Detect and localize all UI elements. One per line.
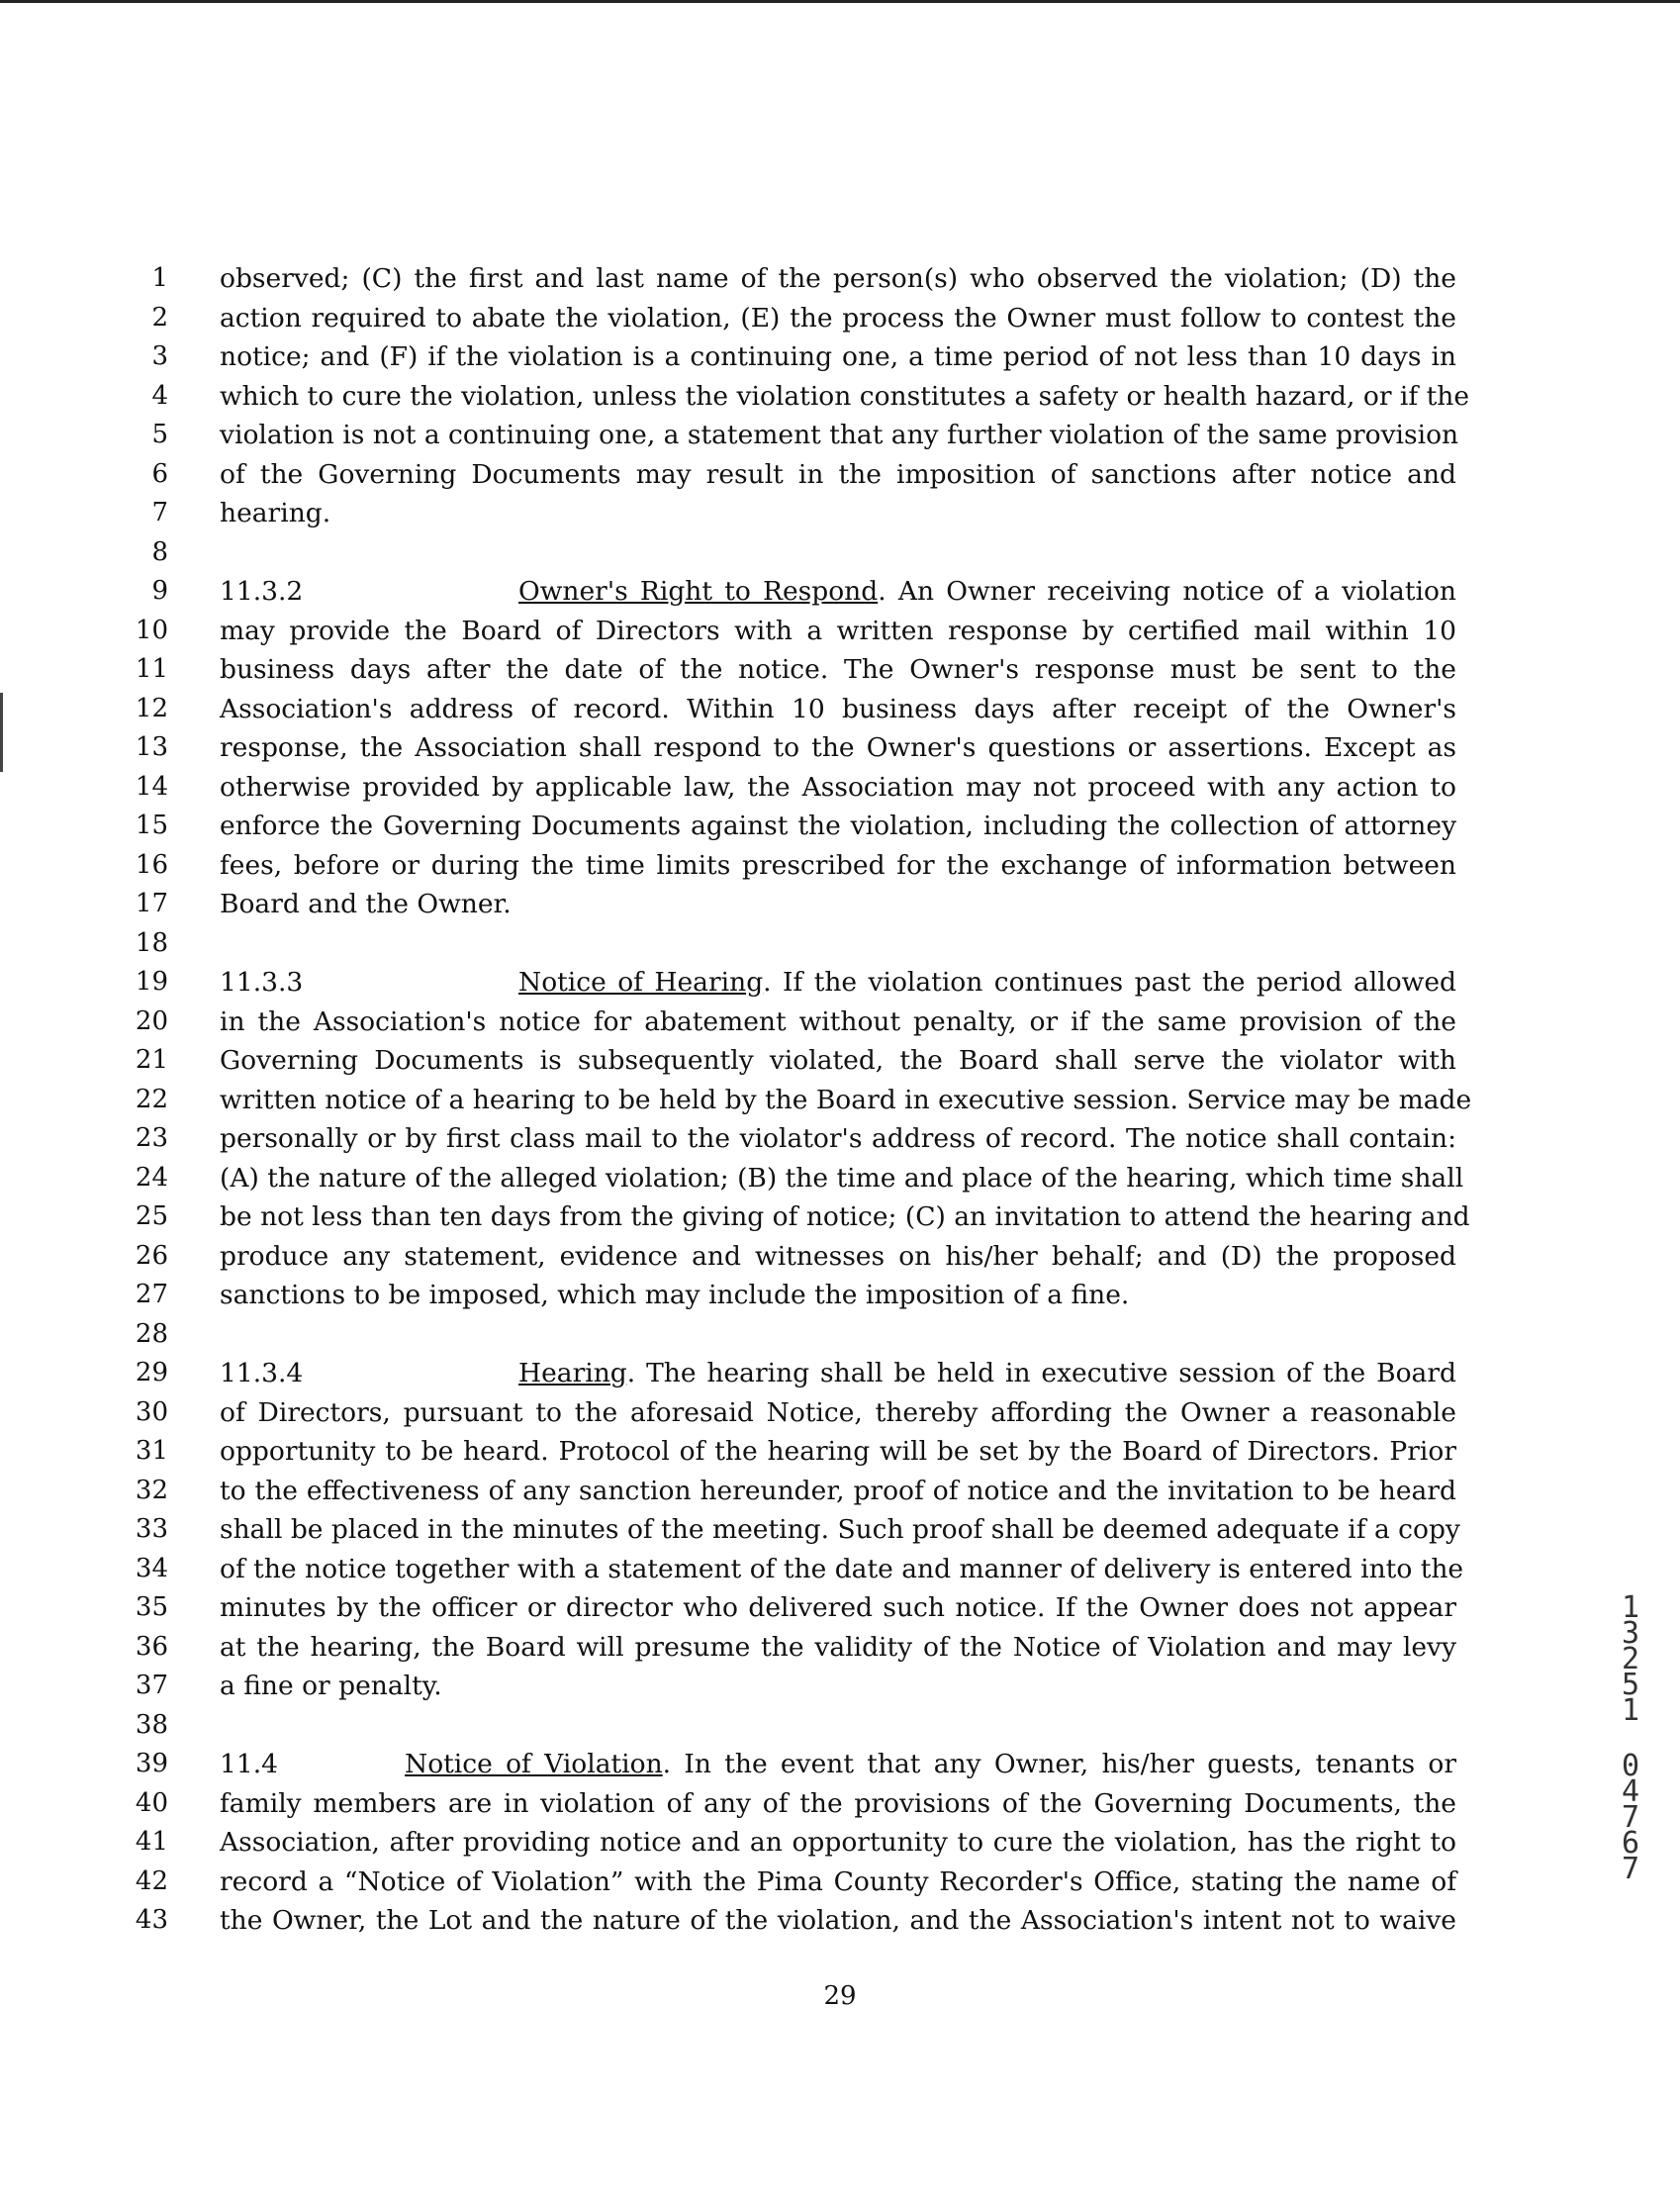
stamp-digit: 2 <box>1621 1642 1640 1676</box>
text-line: Board and the Owner. <box>220 889 512 919</box>
document-body <box>220 259 1472 1941</box>
stamp-digit: 1 <box>1621 1693 1640 1728</box>
text-line <box>220 533 1456 573</box>
line-number: 39 <box>135 1749 168 1778</box>
text-line: record a “Notice of Violation” with the Pima County Recorder's Office, stating the name of <box>220 1865 1456 1897</box>
line-number: 14 <box>135 771 168 802</box>
text-line: Association, after providing notice and an opportunity to cure the violation, has the right to <box>220 1827 1456 1858</box>
text-line: business days after the date of the notice. The Owner's response must be sent to the <box>220 654 1456 685</box>
text-line: be not less than ten days from the giving of notice; (C) an invitation to attend the hearing and <box>220 1201 1470 1232</box>
line-number: 42 <box>135 1865 168 1896</box>
stamp-digit: 0 <box>1621 1749 1640 1783</box>
section-title: Notice of Hearing <box>518 967 764 998</box>
line-number: 32 <box>135 1475 168 1505</box>
text-line: to the effectiveness of any sanction hereunder, proof of notice and the invitation to be heard <box>220 1475 1456 1506</box>
line-number: 25 <box>135 1201 168 1231</box>
line-number: 30 <box>135 1396 168 1427</box>
line-number: 23 <box>135 1123 168 1153</box>
text-line: notice; and (F) if the violation is a continuing one, a time period of not less than 10 days in <box>220 341 1456 372</box>
line-number: 27 <box>135 1280 168 1309</box>
line-number: 2 <box>151 302 168 333</box>
section-heading-line <box>220 1745 1456 1784</box>
section-number: 11.4 <box>220 1749 279 1779</box>
line-number: 19 <box>135 967 168 997</box>
text-line <box>220 1706 1456 1746</box>
text-line: enforce the Governing Documents against the violation, including the collection of attorney <box>220 811 1456 841</box>
line-number: 36 <box>135 1631 168 1662</box>
line-number: 41 <box>135 1827 168 1857</box>
text-line: violation is not a continuing one, a statement that any further violation of the same provision <box>220 420 1459 450</box>
text-line: which to cure the violation, unless the violation constitutes a safety or health hazard, or if the <box>220 380 1470 412</box>
text-line: may provide the Board of Directors with a written response by certified mail within 10 <box>220 615 1456 646</box>
line-number: 1 <box>151 263 168 293</box>
text-line: otherwise provided by applicable law, the Association may not proceed with any action to <box>220 771 1456 803</box>
stamp-digit: 6 <box>1621 1826 1640 1861</box>
line-number: 11 <box>135 654 168 684</box>
line-number: 9 <box>151 576 168 606</box>
stamp-digit: 7 <box>1621 1852 1640 1886</box>
page-number: 29 <box>823 1981 857 2011</box>
section-heading-line <box>220 963 1456 1003</box>
text-line: opportunity to be heard. Protocol of the hearing will be set by the Board of Directors. Prior <box>220 1436 1456 1467</box>
line-number: 3 <box>151 341 168 371</box>
line-number: 26 <box>135 1240 168 1271</box>
text-line: of Directors, pursuant to the aforesaid Notice, thereby affording the Owner a reasonable <box>220 1396 1456 1428</box>
line-number: 5 <box>151 420 168 449</box>
text-line: produce any statement, evidence and witnesses on his/her behalf; and (D) the proposed <box>220 1240 1456 1272</box>
text-line: personally or by first class mail to the violator's address of record. The notice shall contain: <box>220 1123 1456 1154</box>
line-number: 37 <box>135 1671 168 1700</box>
line-number: 10 <box>135 615 168 645</box>
text-line: (A) the nature of the alleged violation; (B) the time and place of the hearing, which time shall <box>220 1162 1464 1194</box>
line-number: 6 <box>151 458 168 489</box>
text-line: Association's address of record. Within 10 business days after receipt of the Owner's <box>220 693 1456 724</box>
line-number: 13 <box>135 732 168 762</box>
text-line: written notice of a hearing to be held by the Board in executive session. Service may be made <box>220 1084 1472 1115</box>
stamp-digit: 3 <box>1621 1616 1640 1651</box>
line-number: 21 <box>135 1045 168 1075</box>
text-line: minutes by the officer or director who delivered such notice. If the Owner does not appear <box>220 1592 1456 1623</box>
section-title: Hearing <box>518 1358 627 1388</box>
line-number: 35 <box>135 1592 168 1622</box>
section-text: . In the event that any Owner, his/her guests, tenants or <box>662 1749 1457 1779</box>
recording-stamp <box>1611 1590 1650 1886</box>
section-text: . If the violation continues past the period allowed <box>763 967 1456 998</box>
stamp-digit: 7 <box>1621 1800 1640 1835</box>
line-number: 33 <box>135 1514 168 1544</box>
text-line: a fine or penalty. <box>220 1671 442 1701</box>
line-number: 15 <box>135 811 168 840</box>
line-number: 24 <box>135 1162 168 1193</box>
line-number: 28 <box>135 1318 168 1349</box>
section-title: Notice of Violation <box>405 1749 663 1779</box>
line-number-column <box>119 259 168 1941</box>
section-text: . The hearing shall be held in executive session of the Board <box>626 1358 1456 1388</box>
section-heading-line <box>220 1354 1456 1393</box>
text-line: in the Association's notice for abatement without penalty, or if the same provision of the <box>220 1005 1456 1037</box>
section-heading-line <box>220 572 1456 612</box>
text-line: of the Governing Documents may result in the imposition of sanctions after notice and <box>220 458 1456 490</box>
line-number: 17 <box>135 889 168 918</box>
text-line: sanctions to be imposed, which may include the imposition of a fine. <box>220 1280 1130 1310</box>
line-number: 16 <box>135 849 168 880</box>
stamp-digit: 4 <box>1621 1774 1640 1809</box>
line-number: 12 <box>135 693 168 723</box>
line-number: 20 <box>135 1005 168 1036</box>
line-number: 34 <box>135 1553 168 1583</box>
stamp-digit: 5 <box>1621 1668 1640 1702</box>
section-title: Owner's Right to Respond <box>518 576 879 607</box>
scan-border-left <box>0 693 3 772</box>
line-number: 29 <box>135 1358 168 1387</box>
text-line: response, the Association shall respond to the Owner's questions or assertions. Except as <box>220 732 1456 763</box>
text-line: shall be placed in the minutes of the meeting. Such proof shall be deemed adequate if a copy <box>220 1514 1460 1545</box>
section-number: 11.3.4 <box>220 1358 304 1388</box>
line-number: 43 <box>135 1905 168 1935</box>
line-number: 40 <box>135 1787 168 1818</box>
text-line: hearing. <box>220 498 331 528</box>
text-line: fees, before or during the time limits prescribed for the exchange of information between <box>220 849 1456 881</box>
text-line: observed; (C) the first and last name of the person(s) who observed the violation; (D) the <box>220 263 1456 294</box>
line-number: 18 <box>135 927 168 958</box>
line-number: 4 <box>151 380 168 411</box>
line-number: 7 <box>151 498 168 527</box>
scan-border-top <box>0 0 1680 3</box>
text-line: the Owner, the Lot and the nature of the violation, and the Association's intent not to waive <box>220 1905 1456 1936</box>
section-number: 11.3.3 <box>220 967 304 998</box>
stamp-digit: 1 <box>1621 1590 1640 1625</box>
line-number: 31 <box>135 1436 168 1466</box>
line-number: 22 <box>135 1084 168 1114</box>
text-line: of the notice together with a statement of the date and manner of delivery is entered into the <box>220 1553 1464 1584</box>
section-number: 11.3.2 <box>220 576 304 607</box>
text-line: action required to abate the violation, (E) the process the Owner must follow to contest the <box>220 302 1456 334</box>
text-line <box>220 1315 1456 1355</box>
text-line: at the hearing, the Board will presume the validity of the Notice of Violation and may levy <box>220 1631 1456 1663</box>
text-line <box>220 924 1456 964</box>
text-line: Governing Documents is subsequently violated, the Board shall serve the violator with <box>220 1045 1456 1076</box>
line-number: 8 <box>151 536 168 567</box>
section-text: . An Owner receiving notice of a violation <box>878 576 1456 607</box>
line-number: 38 <box>135 1709 168 1740</box>
text-line: family members are in violation of any of the provisions of the Governing Documents, the <box>220 1787 1456 1819</box>
